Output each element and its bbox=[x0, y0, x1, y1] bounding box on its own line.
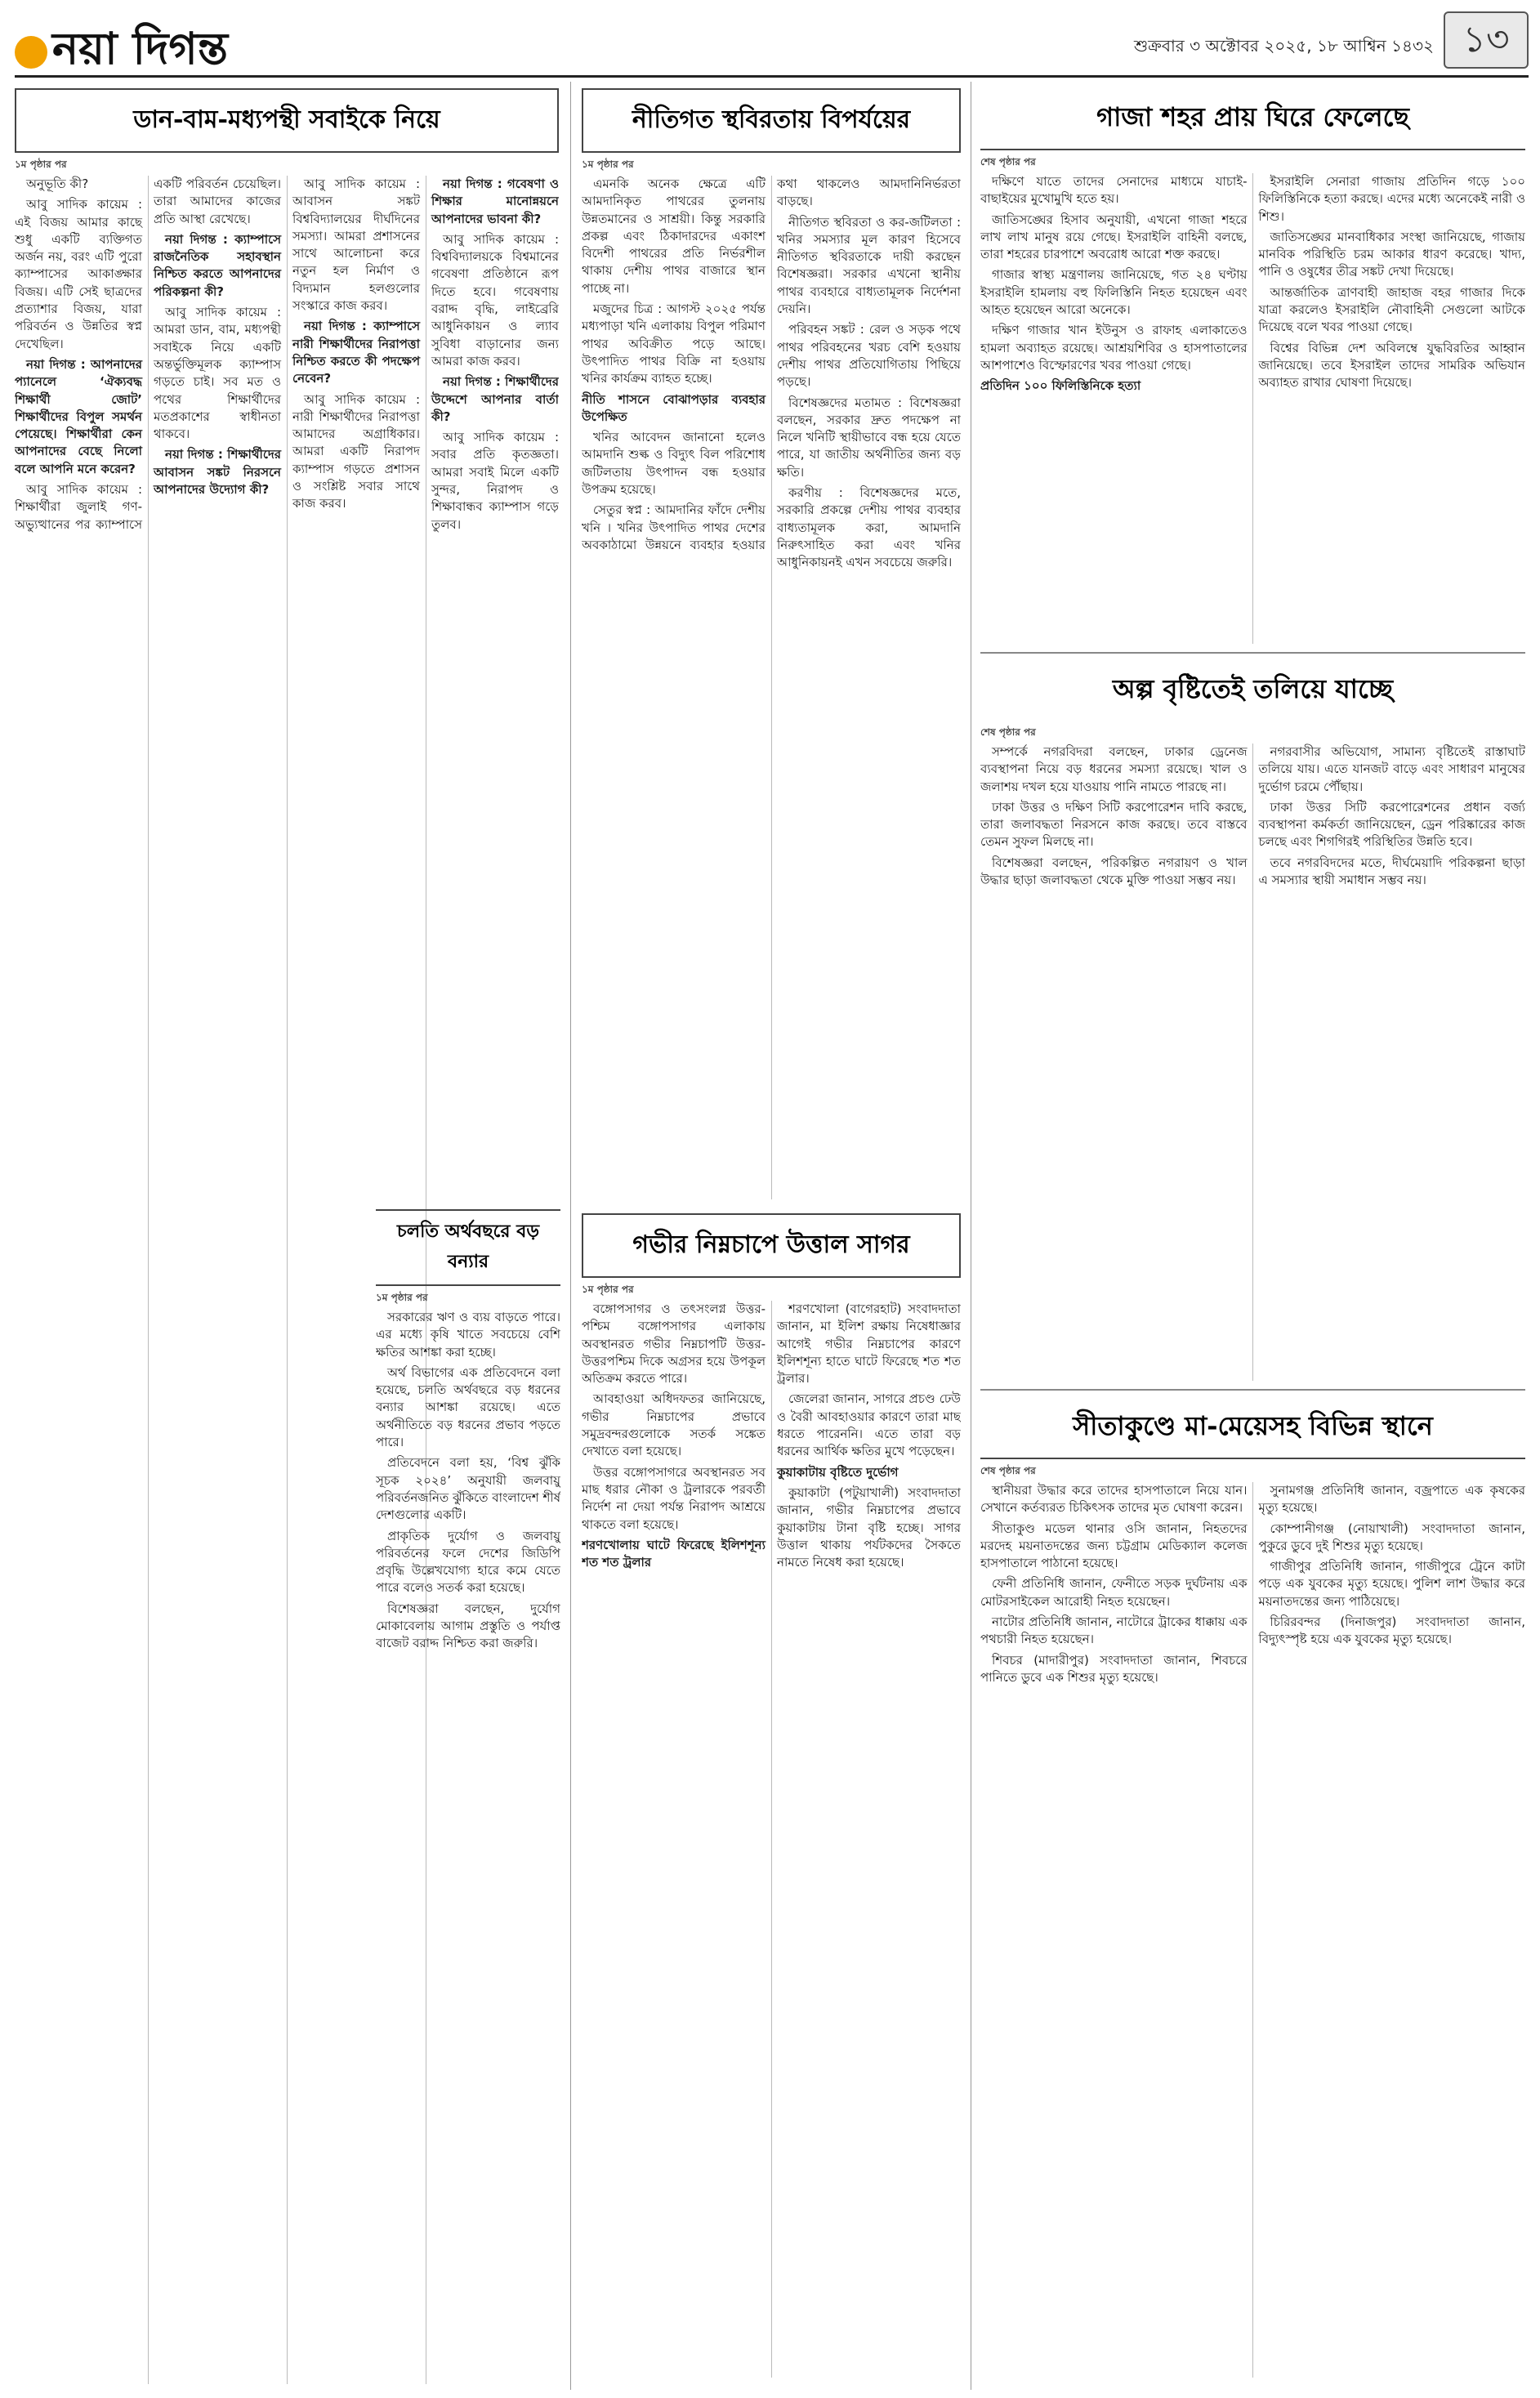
paragraph: গাজীপুর প্রতিনিধি জানান, গাজীপুরে ট্রেনে কাটা পড়ে এক যুবকের মৃত্যু হয়েছে। পুলিশ লাশ উদ্ধার করে ময়নাতদন্তের জন্য পাঠিয়েছে। bbox=[1258, 1559, 1525, 1609]
paragraph: ঢাকা উত্তর সিটি করপোরেশনের প্রধান বর্জ্য ব্যবস্থাপনা কর্মকর্তা জানিয়েছেন, ড্রেন পরিষ্কারের কাজ চলছে এবং শিগগিরই পরিস্থিতির উন্নতি হবে। bbox=[1258, 799, 1525, 850]
paragraph: শরণখোলা (বাগেরহাট) সংবাদদাতা জানান, মা ইলিশ রক্ষায় নিষেধাজ্ঞার আগেই গভীর নিম্নচাপের কারণে ইলিশশূন্য হাতে ঘাটে ফিরেছে শত শত ট্রলার। bbox=[777, 1302, 961, 1387]
headline: গাজা শহর প্রায় ঘিরে ফেলেছে bbox=[980, 88, 1525, 150]
paragraph: সীতাকুণ্ড মডেল থানার ওসি জানান, নিহতদের মরদেহ ময়নাতদন্তের জন্য চট্টগ্রাম মেডিক্যাল কলেজ হাসপাতালে পাঠানো হয়েছে। bbox=[980, 1521, 1248, 1571]
paragraph: নয়া দিগন্ত : ক্যাম্পাসে রাজনৈতিক সহাবস্থান নিশ্চিত করতে আপনাদের পরিকল্পনা কী? bbox=[154, 231, 281, 299]
paragraph: বিশেষজ্ঞরা বলছেন, দুর্যোগ মোকাবেলায় আগাম প্রস্তুতি ও পর্যাপ্ত বাজেট বরাদ্দ নিশ্চিত করা জরুরি। bbox=[376, 1601, 560, 1651]
headline: চলতি অর্থবছরে বড় বন্যার bbox=[376, 1209, 560, 1286]
article-gaza bbox=[980, 88, 1525, 644]
paragraph: স্থানীয়রা উদ্ধার করে তাদের হাসপাতালে নিয়ে যান। সেখানে কর্তব্যরত চিকিৎসক তাদের মৃত ঘোষণা করেন। bbox=[980, 1483, 1248, 1516]
paragraph: আবু সাদিক কায়েম : আবাসন সঙ্কট বিশ্ববিদ্যালয়ের দীর্ঘদিনের সমস্যা। আমরা প্রশাসনের সাথে আলোচনা করে নতুন হল নির্মাণ ও বিদ্যমান হলগুলোর সংস্কারে কাজ করব। bbox=[292, 176, 420, 314]
paragraph: অর্থ বিভাগের এক প্রতিবেদনে বলা হয়েছে, চলতি অর্থবছরে বড় ধরনের বন্যার আশঙ্কা রয়েছে। এতে অর্থনীতিতে বড় ধরনের প্রভাব পড়তে পারে। bbox=[376, 1364, 560, 1450]
paragraph: করণীয় : বিশেষজ্ঞদের মতে, সরকারি প্রকল্পে দেশীয় পাথর ব্যবহার বাধ্যতামূলক করা, আমদানি নিরুৎসাহিত করা এবং খনির আধুনিকায়নই এখন সবচেয়ে জরুরি। bbox=[777, 485, 961, 570]
paragraph: আবহাওয়া অধিদফতর জানিয়েছে, গভীর নিম্নচাপের প্রভাবে সমুদ্রবন্দরগুলোকে সতর্ক সঙ্কেত দেখাতে বলা হয়েছে। bbox=[582, 1391, 766, 1459]
paragraph: সুনামগঞ্জ প্রতিনিধি জানান, বজ্রপাতে এক কৃষকের মৃত্যু হয়েছে। bbox=[1258, 1483, 1525, 1516]
headline: ডান-বাম-মধ্যপন্থী সবাইকে নিয়ে bbox=[15, 88, 559, 153]
jump-line: ১ম পৃষ্ঠার পর bbox=[376, 1292, 428, 1303]
paragraph: আন্তর্জাতিক ত্রাণবাহী জাহাজ বহর গাজার দিকে যাত্রা করলেও ইসরাইলি নৌবাহিনী সেগুলো আটকে দিয়েছে বলে খবর পাওয়া গেছে। bbox=[1258, 284, 1525, 335]
paragraph: অনুভূতি কী? bbox=[26, 176, 89, 191]
paragraph: নয়া দিগন্ত : শিক্ষার্থীদের আবাসন সঙ্কট নিরসনে আপনাদের উদ্যোগ কী? bbox=[154, 447, 281, 498]
paragraph: উত্তর বঙ্গোপসাগরে অবস্থানরত সব মাছ ধরার নৌকা ও ট্রলারকে পরবর্তী নির্দেশ না দেয়া পর্যন্ত নিরাপদ আশ্রয়ে থাকতে বলা হয়েছে। bbox=[582, 1464, 766, 1532]
subhead: প্রতিদিন ১০০ ফিলিস্তিনিকে হত্যা bbox=[980, 378, 1141, 394]
headline: অল্প বৃষ্টিতেই তলিয়ে যাচ্ছে bbox=[1112, 673, 1394, 704]
masthead-rule bbox=[15, 75, 1529, 78]
subhead: শরণখোলায় ঘাটে ফিরেছে ইলিশশূন্য শত শত ট্রলার bbox=[582, 1537, 766, 1570]
paragraph: পরিবহন সঙ্কট : রেল ও সড়ক পথে পাথর পরিবহনের খরচ বেশি হওয়ায় দেশীয় পাথর প্রতিযোগিতায় পিছিয়ে পড়ছে। bbox=[777, 322, 961, 390]
jump-line: ১ম পৃষ্ঠার পর bbox=[15, 159, 67, 170]
paragraph: নয়া দিগন্ত : আপনাদের প্যানেলে ‘ঐক্যবদ্ধ শিক্ষার্থী জোট’ শিক্ষার্থীদের বিপুল সমর্থন পেয়েছে। শিক্ষার্থীরা কেন আপনাদের বেছে নিলো বলে আপনি মনে করেন? bbox=[15, 356, 142, 476]
paragraph: শিবচর (মাদারীপুর) সংবাদদাতা জানান, শিবচরে পানিতে ডুবে এক শিশুর মৃত্যু হয়েছে। bbox=[980, 1652, 1248, 1685]
headline: সীতাকুণ্ডে মা-মেয়েসহ বিভিন্ন স্থানে bbox=[980, 1399, 1525, 1459]
paragraph: খনির আবেদন জানানো হলেও আমদানি শুল্ক ও বিদ্যুৎ বিল পরিশোধ জটিলতায় উৎপাদন বন্ধ হওয়ার উপক্রম হয়েছে। bbox=[582, 430, 766, 498]
paragraph: ফেনী প্রতিনিধি জানান, ফেনীতে সড়ক দুর্ঘটনায় এক মোটরসাইকেল আরোহী নিহত হয়েছেন। bbox=[980, 1576, 1248, 1609]
paragraph: আবু সাদিক কায়েম : নারী শিক্ষার্থীদের নিরাপত্তা আমাদের অগ্রাধিকার। আমরা একটি নিরাপদ ক্যাম্পাস গড়তে প্রশাসন ও সংশ্লিষ্ট সবার সাথে কাজ করব। bbox=[292, 391, 420, 511]
paragraph: প্রতিবেদনে বলা হয়, ‘বিশ্ব ঝুঁকি সূচক ২০২৪’ অনুযায়ী জলবায়ু পরিবর্তনজনিত ঝুঁকিতে বাংলাদেশ শীর্ষ দেশগুলোর একটি। bbox=[376, 1455, 560, 1523]
paragraph: নয়া দিগন্ত : ক্যাম্পাসে নারী শিক্ষার্থীদের নিরাপত্তা নিশ্চিত করতে কী পদক্ষেপ নেবেন? bbox=[292, 319, 420, 386]
paragraph: তবে নগরবিদদের মতে, দীর্ঘমেয়াদি পরিকল্পনা ছাড়া এ সমস্যার স্থায়ী সমাধান সম্ভব নয়। bbox=[1258, 855, 1525, 888]
article-body bbox=[980, 744, 1525, 1381]
paragraph: আবু সাদিক কায়েম : সবার প্রতি কৃতজ্ঞতা। আমরা সবাই মিলে একটি সুন্দর, নিরাপদ ও শিক্ষাবান্ধব ক্যাম্পাস গড়ে তুলব। bbox=[431, 430, 559, 532]
column-divider bbox=[570, 82, 571, 2390]
paragraph: জেলেরা জানান, সাগরে প্রচণ্ড ঢেউ ও বৈরী আবহাওয়ার কারণে তারা মাছ ধরতে পারেননি। এতে তারা বড় ধরনের আর্থিক ক্ষতির মুখে পড়েছেন। bbox=[777, 1391, 961, 1459]
sun-logo-icon bbox=[15, 36, 47, 69]
subhead: কুয়াকাটায় বৃষ্টিতে দুর্ভোগ bbox=[777, 1464, 899, 1480]
article-body bbox=[582, 1301, 961, 2378]
headline: নীতিগত স্থবিরতায় বিপর্যয়ের bbox=[582, 88, 961, 153]
article-chalti bbox=[376, 1209, 560, 2378]
paragraph: সেতুর স্বপ্ন : আমদানির ফাঁদে দেশীয় খনি । খনির উৎপাদিত পাথর দেশের অবকাঠামো উন্নয়নে ব্যবহার হওয়ার কথা থাকলেও আমদানিনির্ভরতা বাড়ছে। bbox=[582, 176, 961, 552]
section-divider bbox=[980, 1389, 1525, 1391]
paragraph: আবু সাদিক কায়েম : আমরা ডান, বাম, মধ্যপন্থী সবাইকে নিয়ে একটি অন্তর্ভুক্তিমূলক ক্যাম্পাস গড়তে চাই। সব মত ও পথের শিক্ষার্থীদের মতপ্রকাশের স্বাধীনতা থাকবে। bbox=[154, 305, 281, 442]
paragraph: বিশ্বের বিভিন্ন দেশ অবিলম্বে যুদ্ধবিরতির আহ্বান জানিয়েছে। তবে ইসরাইল তাদের সামরিক অভিযান অব্যাহত রাখার ঘোষণা দিয়েছে। bbox=[1258, 340, 1525, 391]
subhead: নীতি শাসনে বোঝাপড়ার ব্যবহার উপেক্ষিত bbox=[582, 391, 766, 424]
article-govir bbox=[582, 1213, 961, 2378]
paragraph: নয়া দিগন্ত : শিক্ষার্থীদের উদ্দেশে আপনার বার্তা কী? bbox=[431, 374, 559, 424]
paragraph: কোম্পানীগঞ্জ (নোয়াখালী) সংবাদদাতা জানান, পুকুরে ডুবে দুই শিশুর মৃত্যু হয়েছে। bbox=[1258, 1521, 1525, 1553]
paragraph: জাতিসঙ্ঘের মানবাধিকার সংস্থা জানিয়েছে, গাজায় মানবিক পরিস্থিতি চরম আকার ধারণ করেছে। খাদ্য, পানি ও ওষুধের তীব্র সঙ্কট দেখা দিয়েছে। bbox=[1258, 229, 1525, 279]
article-body bbox=[582, 176, 961, 1199]
paragraph: সম্পর্কে নগরবিদরা বলছেন, ঢাকার ড্রেনেজ ব্যবস্থাপনা নিয়ে বড় ধরনের সমস্যা রয়েছে। খাল ও জলাশয় দখল হয়ে যাওয়ায় পানি নামতে পারছে না। bbox=[980, 744, 1248, 794]
paragraph: ঢাকা উত্তর ও দক্ষিণ সিটি করপোরেশন দাবি করছে, তারা জলাবদ্ধতা নিরসনে কাজ করছে। তবে বাস্তবে তেমন সুফল মিলছে না। bbox=[980, 799, 1248, 850]
paragraph: নাটোর প্রতিনিধি জানান, নাটোরে ট্রাকের ধাক্কায় এক পথচারী নিহত হয়েছেন। bbox=[980, 1614, 1248, 1647]
paragraph: প্রাকৃতিক দুর্যোগ ও জলবায়ু পরিবর্তনের ফলে দেশের জিডিপি প্রবৃদ্ধি উল্লেখযোগ্য হারে কমে যেতে পারে বলেও সতর্ক করা হয়েছে। bbox=[376, 1528, 560, 1596]
article-nitigoto bbox=[582, 88, 961, 1199]
paragraph: আবু সাদিক কায়েম : এই বিজয় আমার কাছে শুধু একটি ব্যক্তিগত অর্জন নয়, বরং এটি পুরো ক্যাম্পাসের আকাঙ্ক্ষার বিজয়। এটি সেই ছাত্রদের প্রত্যাশার বিজয়, যারা পরিবর্তন ও উন্নতির স্বপ্ন দেখেছিল। bbox=[15, 197, 142, 351]
paragraph: আবু সাদিক কায়েম : শিক্ষার্থীরা জুলাই গণ-অভ্যুত্থানের পর ক্যাম্পাসে একটি পরিবর্তন চেয়েছিল। তারা আমাদের কাজের প্রতি আস্থা রেখেছে। bbox=[15, 176, 281, 532]
paragraph: বঙ্গোপসাগর ও তৎসংলগ্ন উত্তর-পশ্চিম বঙ্গোপসাগর এলাকায় অবস্থানরত গভীর নিম্নচাপটি উত্তর-উত্তরপশ্চিম দিকে অগ্রসর হয়ে উপকূল অতিক্রম করতে পারে। bbox=[582, 1302, 766, 1387]
paragraph: নীতিগত স্থবিরতা ও কর-জটিলতা : খনির সমস্যার মূল কারণ হিসেবে নীতিগত স্থবিরতাকে দায়ী করছেন বিশেষজ্ঞরা। সরকার এখনো স্থানীয় পাথর ব্যবহারে বাধ্যতামূলক নির্দেশনা দেয়নি। bbox=[777, 214, 961, 317]
article-body bbox=[376, 1309, 560, 2378]
paragraph: বিশেষজ্ঞরা বলছেন, পরিকল্পিত নগরায়ণ ও খাল উদ্ধার ছাড়া জলাবদ্ধতা থেকে মুক্তি পাওয়া সম্ভব নয়। bbox=[980, 855, 1248, 888]
paragraph: নগরবাসীর অভিযোগ, সামান্য বৃষ্টিতেই রাস্তাঘাট তলিয়ে যায়। এতে যানজট বাড়ে এবং সাধারণ মানুষের দুর্ভোগ চরমে পৌঁছায়। bbox=[1258, 744, 1525, 794]
jump-line: ১ম পৃষ্ঠার পর bbox=[582, 1284, 634, 1295]
section-divider bbox=[980, 652, 1525, 654]
paragraph: আবু সাদিক কায়েম : বিশ্ববিদ্যালয়কে বিশ্বমানের গবেষণা প্রতিষ্ঠানে রূপ দিতে হবে। গবেষণায় বরাদ্দ বৃদ্ধি, লাইব্রেরি আধুনিকায়ন ও ল্যাব সুবিধা বাড়ানোর জন্য আমরা কাজ করব। bbox=[431, 231, 559, 368]
article-body bbox=[980, 173, 1525, 644]
paragraph: গাজার স্বাস্থ্য মন্ত্রণালয় জানিয়েছে, গত ২৪ ঘণ্টায় ইসরাইলি হামলায় বহু ফিলিস্তিনি নিহত হয়েছেন এবং আহত হয়েছেন আরো অনেকে। bbox=[980, 267, 1248, 318]
paragraph: দক্ষিণ গাজার খান ইউনুস ও রাফাহ এলাকাতেও হামলা অব্যাহত রয়েছে। আশ্রয়শিবির ও হাসপাতালের আশপাশেও বিস্ফোরণের খবর পাওয়া গেছে। bbox=[980, 323, 1248, 373]
article-olpo-bristi bbox=[980, 662, 1525, 1381]
article-body bbox=[980, 1482, 1525, 2378]
jump-line: শেষ পৃষ্ঠার পর bbox=[980, 156, 1036, 167]
paragraph: সরকারের ঋণ ও ব্যয় বাড়তে পারে। এর মধ্যে কৃষি খাতে সবচেয়ে বেশি ক্ষতির আশঙ্কা করা হচ্ছে। bbox=[376, 1310, 560, 1360]
headline: গভীর নিম্নচাপে উত্তাল সাগর bbox=[582, 1213, 961, 1278]
page-number: ১৩ bbox=[1444, 11, 1529, 69]
paragraph: মজুদের চিত্র : আগস্ট ২০২৫ পর্যন্ত মধ্যপাড়া খনি এলাকায় বিপুল পরিমাণ পাথর অবিক্রীত পড়ে আছে। উৎপাদিত পাথর বিক্রি না হওয়ায় খনির কার্যক্রম ব্যাহত হচ্ছে। bbox=[582, 301, 766, 386]
logo-text: নয়া দিগন্ত bbox=[52, 22, 228, 74]
paragraph: বিশেষজ্ঞদের মতামত : বিশেষজ্ঞরা বলছেন, সরকার দ্রুত পদক্ষেপ না নিলে খনিটি স্থায়ীভাবে বন্ধ হয়ে যেতে পারে, যা জাতীয় অর্থনীতির জন্য বড় ক্ষতি। bbox=[777, 395, 961, 480]
paragraph: নয়া দিগন্ত : গবেষণা ও শিক্ষার মানোন্নয়নে আপনাদের ভাবনা কী? bbox=[431, 176, 559, 226]
paragraph: ইসরাইলি সেনারা গাজায় প্রতিদিন গড়ে ১০০ ফিলিস্তিনিকে হত্যা করছে। এদের মধ্যে অনেকেই নারী ও শিশু। bbox=[1258, 174, 1525, 224]
dateline: শুক্রবার ৩ অক্টোবর ২০২৫, ১৮ আশ্বিন ১৪৩২ bbox=[1133, 36, 1434, 56]
paragraph: জাতিসঙ্ঘের হিসাব অনুযায়ী, এখনো গাজা শহরে লাখ লাখ মানুষ রয়ে গেছে। ইসরাইলি বাহিনী বলছে, তারা শহরের চারপাশে অবরোধ আরো শক্ত করছে। bbox=[980, 212, 1248, 262]
paragraph: এমনকি অনেক ক্ষেত্রে এটি আমদানিকৃত পাথরের তুলনায় উন্নতমানের ও সাশ্রয়ী। কিন্তু সরকারি প্রকল্প এবং ঠিকাদারদের একাংশ বিদেশী পাথরের প্রতি নির্ভরশীল থাকায় দেশীয় পাথর বাজারে স্থান পাচ্ছে না। bbox=[582, 176, 766, 296]
article-sitakunda bbox=[980, 1399, 1525, 2378]
jump-line: শেষ পৃষ্ঠার পর bbox=[980, 726, 1036, 738]
jump-line: শেষ পৃষ্ঠার পর bbox=[980, 1465, 1036, 1476]
paragraph: দক্ষিণে যাতে তাদের সেনাদের মাধ্যমে যাচাই-বাছাইয়ের মুখোমুখি হতে হয়। bbox=[980, 174, 1248, 207]
jump-line: ১ম পৃষ্ঠার পর bbox=[582, 159, 634, 170]
paragraph: কুয়াকাটা (পটুয়াখালী) সংবাদদাতা জানান, গভীর নিম্নচাপের প্রভাবে কুয়াকাটায় টানা বৃষ্টি হচ্ছে। সাগর উত্তাল থাকায় পর্যটকদের সৈকতে নামতে নিষেধ করা হয়েছে। bbox=[777, 1485, 961, 1570]
paragraph: চিরিরবন্দর (দিনাজপুর) সংবাদদাতা জানান, বিদ্যুৎস্পৃষ্ট হয়ে এক যুবকের মৃত্যু হয়েছে। bbox=[1258, 1614, 1525, 1647]
